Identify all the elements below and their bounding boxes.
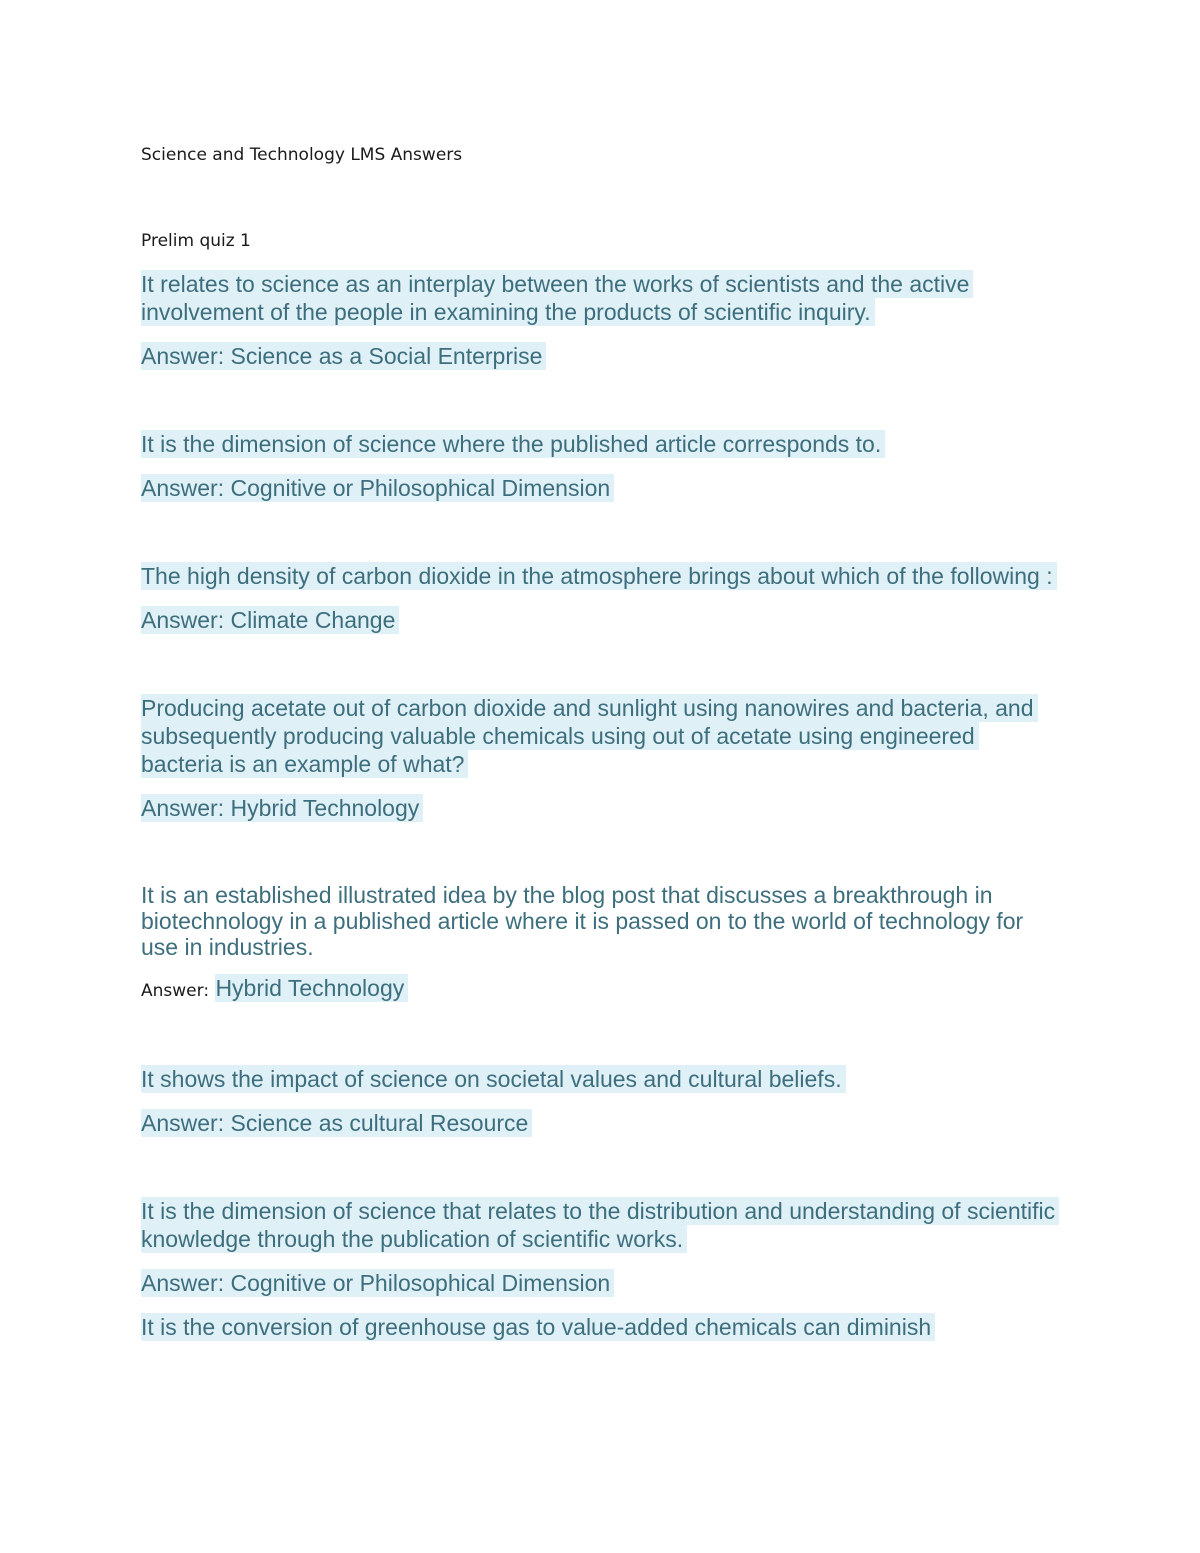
question-7: [141, 1197, 1061, 1253]
answer-5-label: Answer:: [141, 981, 210, 1001]
question-1: [141, 270, 1061, 326]
answer-7: [141, 1269, 1061, 1297]
answer-5-text: Hybrid Technology: [215, 974, 408, 1002]
answer-4: [141, 794, 1061, 822]
question-2-text: It is the dimension of science where the published article corresponds to.: [141, 430, 885, 458]
question-1-text: It relates to science as an interplay between the works of scientists and the active involvement of the people in examining the products of scientific inquiry.: [141, 270, 973, 326]
answer-6-text: Answer: Science as cultural Resource: [141, 1109, 532, 1137]
answer-3: [141, 606, 1061, 634]
question-5: It is an established illustrated idea by the blog post that discusses a breakthrough in biotechnology in a published article where it is passed on to the world of technology for use in industries.: [141, 882, 1024, 960]
answer-6: [141, 1109, 1061, 1137]
answer-2-text: Answer: Cognitive or Philosophical Dimension: [141, 474, 614, 502]
question-4: [141, 694, 1061, 778]
answer-2: [141, 474, 1061, 502]
question-7-text: It is the dimension of science that relates to the distribution and understanding of scientific knowledge through the publication of scientific works.: [141, 1197, 1059, 1253]
answer-1: [141, 342, 1061, 370]
question-8-text: It is the conversion of greenhouse gas to value-added chemicals can diminish: [141, 1313, 935, 1341]
document-title: Science and Technology LMS Answers: [141, 145, 463, 165]
question-8: [141, 1313, 1061, 1341]
question-6-text: It shows the impact of science on societal values and cultural beliefs.: [141, 1065, 846, 1093]
question-6: [141, 1065, 1061, 1093]
answer-3-text: Answer: Climate Change: [141, 606, 399, 634]
question-3-text: The high density of carbon dioxide in the atmosphere brings about which of the following :: [141, 562, 1057, 590]
answer-1-text: Answer: Science as a Social Enterprise: [141, 342, 546, 370]
answer-5: [141, 974, 1061, 1005]
section-heading: Prelim quiz 1: [141, 231, 251, 251]
answer-7-text: Answer: Cognitive or Philosophical Dimension: [141, 1269, 614, 1297]
document-body: [141, 140, 1061, 1341]
question-3: [141, 562, 1061, 590]
question-2: [141, 430, 1061, 458]
question-4-text: Producing acetate out of carbon dioxide and sunlight using nanowires and bacteria, and subsequently producing valuable chemicals using out of acetate using engineered bacteria is an example of what?: [141, 694, 1038, 778]
answer-4-text: Answer: Hybrid Technology: [141, 794, 423, 822]
